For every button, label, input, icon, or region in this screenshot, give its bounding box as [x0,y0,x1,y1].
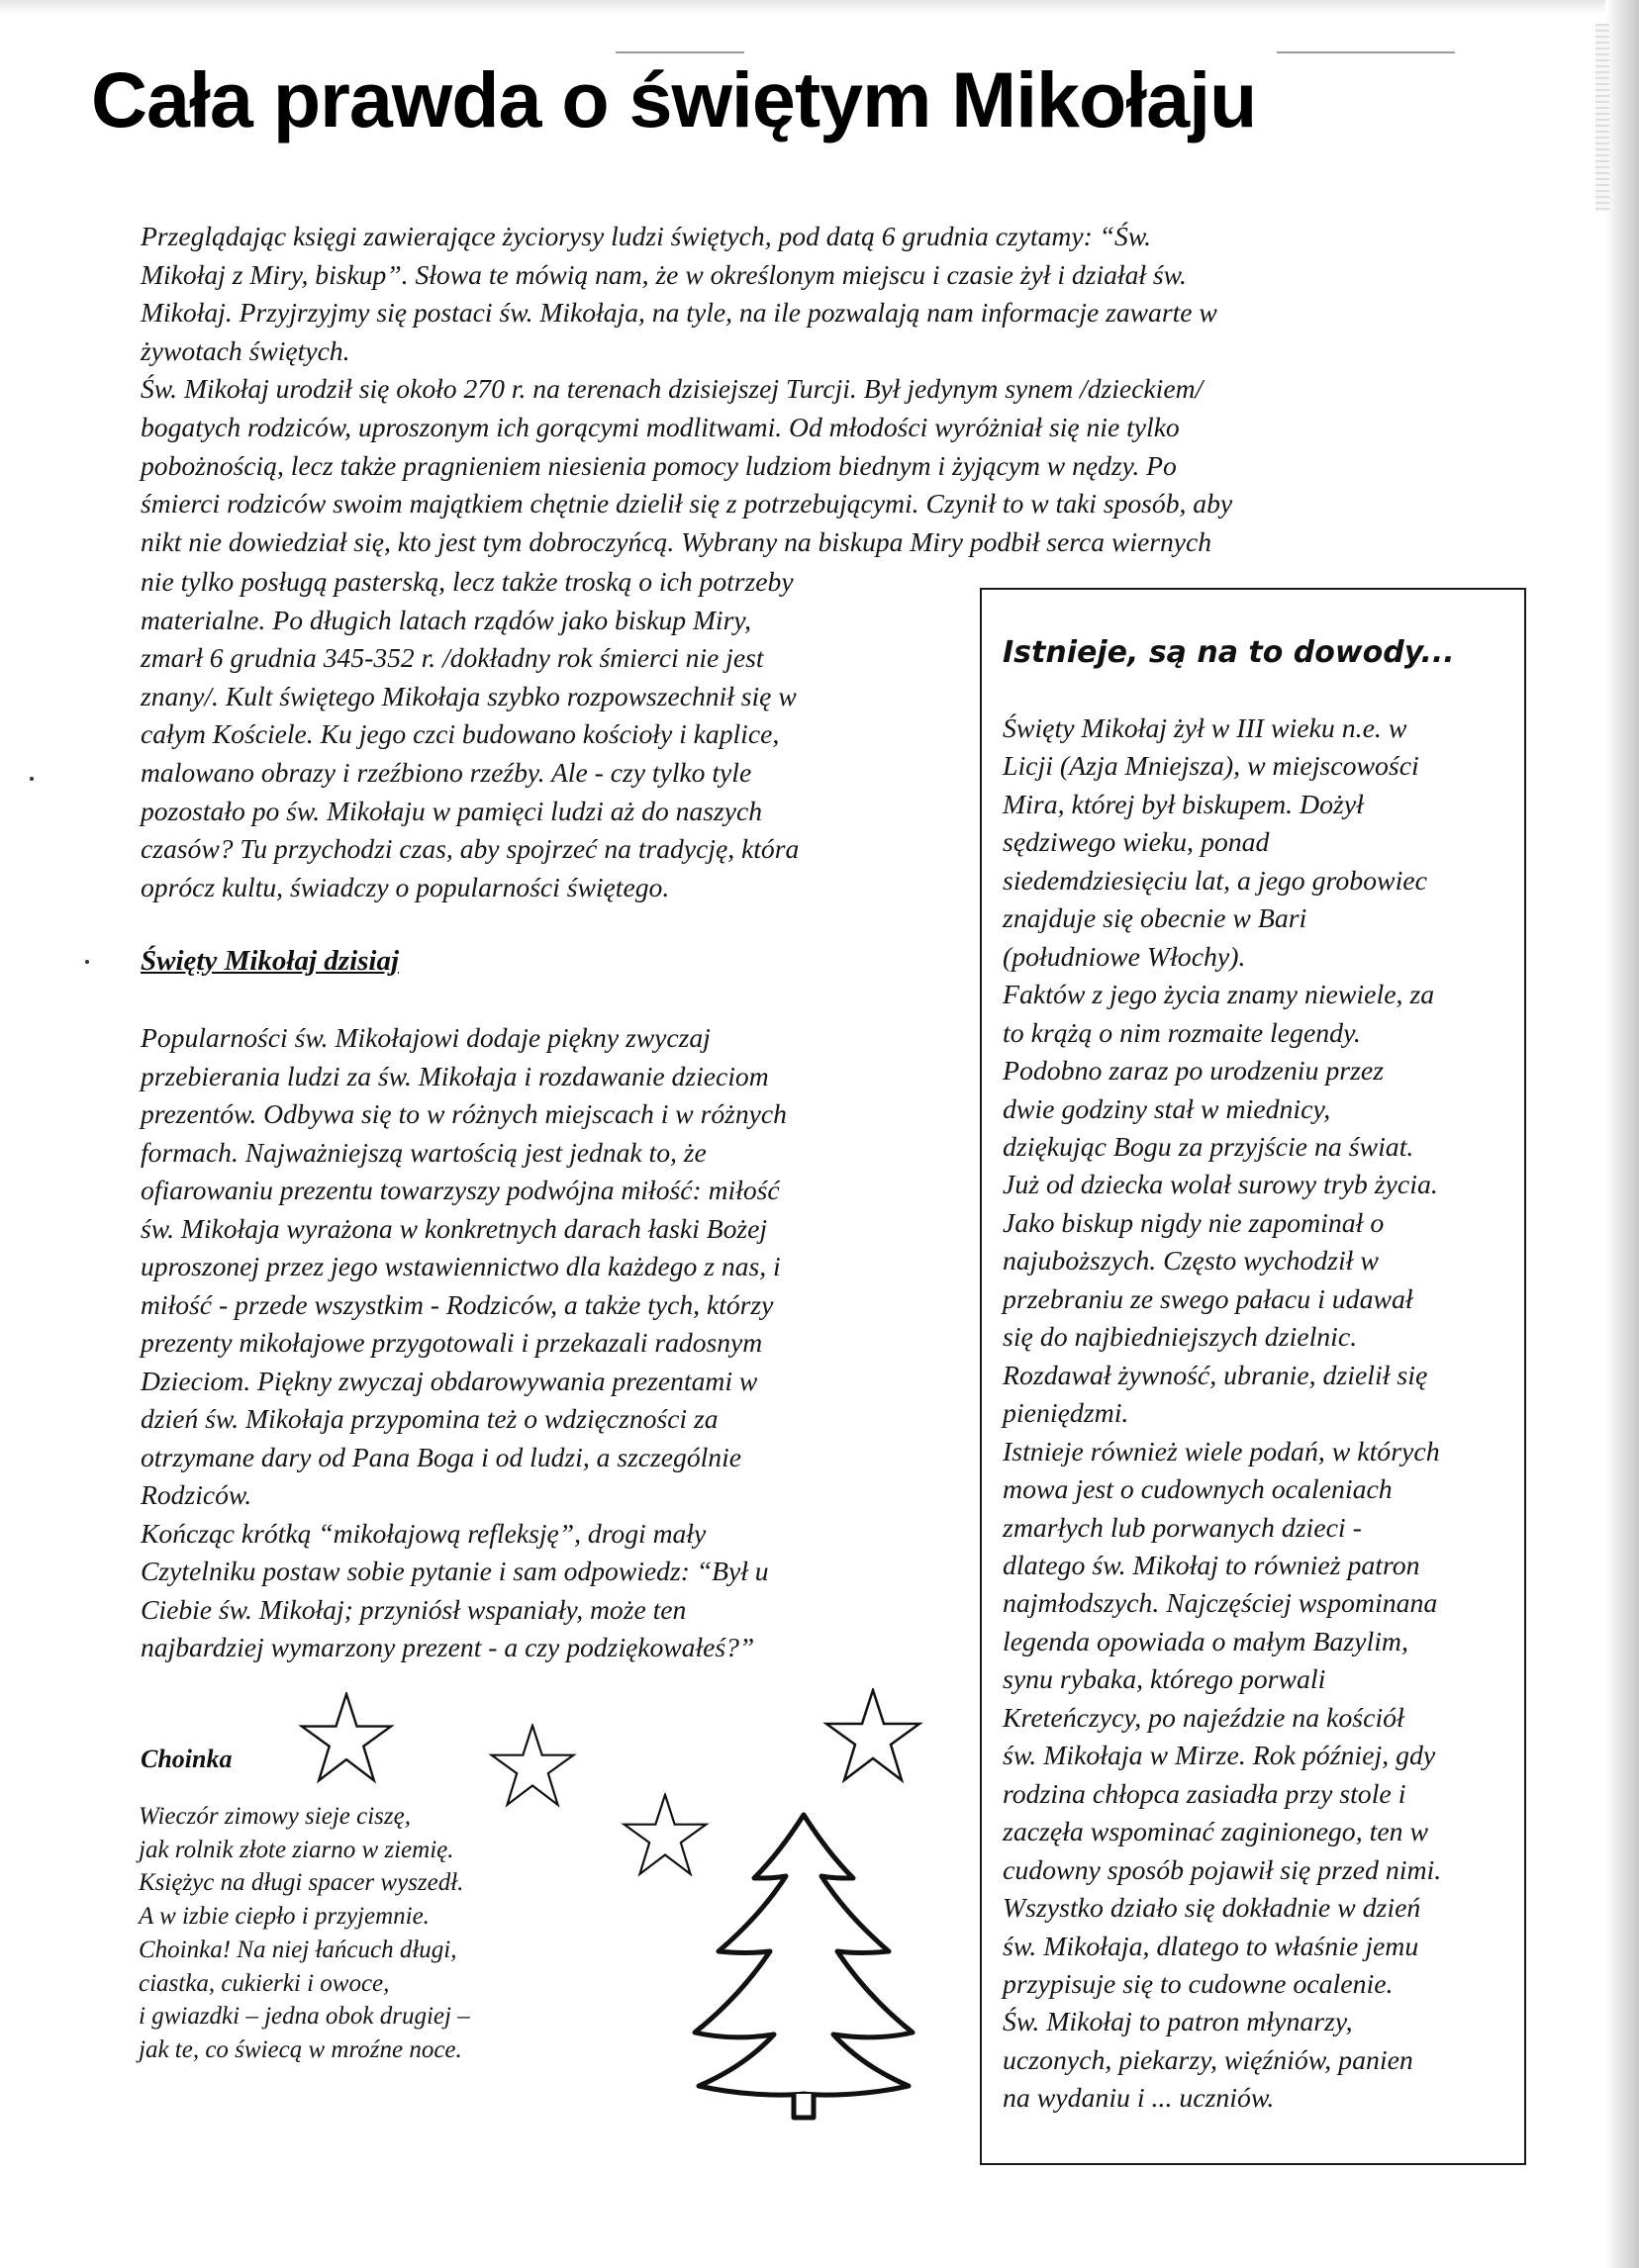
intro-text-column [141,563,799,906]
text-line: materialne. Po długich latach rządów jako biskup Miry, [141,604,751,635]
text-line: dwie godziny stał w miednicy, [1003,1093,1331,1125]
text-line: Czytelniku postaw sobie pytanie i sam odpowiedz: “Był u [141,1556,769,1586]
text-line: Kreteńczycy, po najeździe na kościół [1003,1702,1404,1734]
text-line: ofiarowaniu prezentu towarzyszy podwójna miłość: miłość [141,1175,780,1205]
text-line: bogatych rodziców, uproszonym ich gorącymi modlitwami. Od młodości wyróżniał się nie tylko [141,411,1180,442]
text-line: pobożnością, lecz także pragnieniem niesienia pomocy ludziom biednym i żyjącym w nędzy. Po [141,449,1177,481]
text-line: czasów? Tu przychodzi czas, aby spojrzeć na tradycję, która [141,833,800,865]
header-rule [1277,51,1455,53]
text-line: zaczęła wspominać zaginionego, ten w [1003,1817,1429,1848]
poem-line: i gwiazdki – jedna obok drugiej – [139,2003,470,2031]
poem-line: Księżyc na długi spacer wyszedł. [139,1869,464,1897]
text-line: dlatego św. Mikołaj to również patron [1003,1550,1420,1581]
poem-line: Wieczór zimowy sieje ciszę, [139,1803,411,1830]
text-line: Święty Mikołaj żył w III wieku n.e. w [1003,713,1407,744]
text-line: siedemdziesięciu lat, a jego grobowiec [1003,865,1427,897]
intro-text [141,218,1232,561]
text-line: prezenty mikołajowe przygotowali i przekazali radosnym [141,1327,763,1358]
text-line: Mikołaj z Miry, biskup”. Słowa te mówią nam, że w określonym miejscu i czasie żył i działał św. [141,258,1187,290]
text-line: Kończąc krótką “mikołajową refleksję”, drogi mały [141,1517,707,1549]
section-text [141,1019,787,1667]
star-icon [487,1724,578,1811]
text-line: Św. Mikołaj urodził się około 270 r. na terenach dzisiejszej Turcji. Był jedynym synem /dzieckiem/ [141,373,1204,405]
text-line: przebraniu ze swego pałacu i udawał [1003,1283,1413,1315]
text-line: Św. Mikołaj to patron młynarzy, [1003,2007,1353,2038]
text-line: najuboższych. Często wychodził w [1003,1246,1379,1277]
text-line: Faktów z jego życia znamy niewiele, za [1003,980,1435,1011]
text-line: śmierci rodziców swoim majątkiem chętnie dzielił się z potrzebującymi. Czynił to w taki sposób, aby [141,488,1233,520]
text-line: to krążą o nim rozmaite legendy. [1003,1017,1361,1049]
christmas-tree-icon [683,1807,925,2124]
text-line: Rodziców. [141,1479,252,1510]
text-line: św. Mikołaja, dlatego to właśnie jemu [1003,1931,1419,1962]
scan-speck [30,777,34,781]
text-line: Wszystko działo się dokładnie w dzień [1003,1893,1421,1925]
text-line: żywotach świętych. [141,334,350,366]
text-line: nikt nie dowiedział się, kto jest tym dobroczyńcą. Wybrany na biskupa Miry podbił serca wiernych [141,525,1212,557]
text-line: się do najbiedniejszych dzielnic. [1003,1322,1358,1354]
text-line: synu rybaka, którego porwali [1003,1664,1326,1696]
text-line: pozostało po św. Mikołaju w pamięci ludzi aż do naszych [141,795,762,826]
text-line: nie tylko posługą pasterską, lecz także troską o ich potrzeby [141,566,794,597]
text-line: św. Mikołaja w Mirze. Rok później, gdy [1003,1741,1436,1772]
text-line: formach. Najważniejszą wartością jest jednak to, że [141,1136,707,1168]
text-line: znajduje się obecnie w Bari [1003,903,1307,935]
text-line: malowano obrazy i rzeźbiono rzeźby. Ale - czy tylko tyle [141,756,752,788]
text-line: uczonych, piekarzy, więźniów, panien [1003,2044,1413,2076]
scan-edge-right [1605,0,1639,2268]
text-line: przebierania ludzi za św. Mikołaja i rozdawanie dzieciom [141,1060,769,1091]
text-line: Licji (Azja Mniejsza), w miejscowości [1003,751,1419,783]
text-line: Mira, której był biskupem. Dożył [1003,789,1364,820]
scan-edge-top [0,0,1639,14]
text-line: otrzymane dary od Pana Boga i od ludzi, a szczególnie [141,1441,742,1472]
sidebar-heading: Istnieje, są na to dowody... [1003,635,1455,670]
text-line: św. Mikołaja wyrażona w konkretnych darach łaski Bożej [141,1212,768,1244]
page-title: Cała prawda o świętym Mikołaju [91,55,1257,143]
header-rule [616,51,744,53]
text-line: Ciebie św. Mikołaj; przyniósł wspaniały, może ten [141,1593,687,1625]
text-line: Jako biskup nigdy nie zapominał o [1003,1207,1385,1239]
section-heading: Święty Mikołaj dzisiaj [141,945,400,977]
text-line: znany/. Kult świętego Mikołaja szybko rozpowszechnił się w [141,680,797,711]
text-line: rodzina chłopca zasiadła przy stole i [1003,1778,1406,1810]
text-line: mowa jest o cudownych ocaleniach [1003,1474,1393,1506]
text-line: Rozdawał żywność, ubranie, dzielił się [1003,1360,1428,1391]
poem-text [139,1800,470,2067]
text-line: miłość - przede wszystkim - Rodziców, a także tych, którzy [141,1288,774,1320]
poem-line: jak rolnik złote ziarno w ziemię. [139,1836,454,1863]
text-line: najmłodszych. Najczęściej wspominana [1003,1588,1438,1620]
text-line: oprócz kultu, świadczy o popularności świętego. [141,871,670,902]
text-line: cudowny sposób pojawił się przed nimi. [1003,1854,1442,1886]
scan-speck [85,960,89,964]
text-line: dzień św. Mikołaja przypomina też o wdzięczności za [141,1403,719,1434]
text-line: Istnieje również wiele podań, w których [1003,1436,1440,1467]
text-line: pieniędzmi. [1003,1398,1129,1430]
text-line: prezentów. Odbywa się to w różnych miejscach i w różnych [141,1098,787,1129]
text-line: Już od dziecka wolał surowy tryb życia. [1003,1170,1438,1201]
text-line: zmarł 6 grudnia 345-352 r. /dokładny rok śmierci nie jest [141,642,764,674]
poem-heading: Choinka [141,1745,233,1773]
text-line: sędziwego wieku, ponad [1003,827,1270,859]
scan-artifact [1595,24,1609,212]
poem-line: A w izbie ciepło i przyjemnie. [139,1903,430,1931]
text-line: Dzieciom. Piękny zwyczaj obdarowywania prezentami w [141,1365,758,1396]
text-line: na wydaniu i ... uczniów. [1003,2083,1275,2115]
text-line: (południowe Włochy). [1003,941,1246,973]
text-line: najbardziej wymarzony prezent - a czy podziękowałeś?” [141,1632,755,1662]
poem-line: Choinka! Na niej łańcuch długi, [139,1936,457,1963]
text-line: Podobno zaraz po urodzeniu przez [1003,1056,1385,1087]
text-line: przypisuje się to cudowne ocalenie. [1003,1968,1394,2000]
text-line: Popularności św. Mikołajowi dodaje piękny zwyczaj [141,1022,711,1053]
text-line: zmarłych lub porwanych dzieci - [1003,1512,1362,1544]
sidebar-text [1003,710,1441,2119]
text-line: uproszonej przez jego wstawiennictwo dla każdego z nas, i [141,1251,781,1281]
poem-line: ciastka, cukierki i owoce, [139,1969,390,1997]
text-line: dziękując Bogu za przyjście na świat. [1003,1131,1414,1163]
text-line: legenda opowiada o małym Bazylim, [1003,1626,1408,1657]
text-line: Mikołaj. Przyjrzyjmy się postaci św. Mikołaja, na tyle, na ile pozwalają nam informacje zawarte w [141,297,1217,329]
star-icon [297,1692,396,1787]
text-line: całym Kościele. Ku jego czci budowano kościoły i kaplice, [141,718,780,750]
text-line: Przeglądając księgi zawierające życiorysy ludzi świętych, pod datą 6 grudnia czytamy: “Św. [141,221,1152,251]
poem-line: jak te, co świecą w mroźne noce. [139,2035,462,2063]
star-icon [821,1688,924,1787]
